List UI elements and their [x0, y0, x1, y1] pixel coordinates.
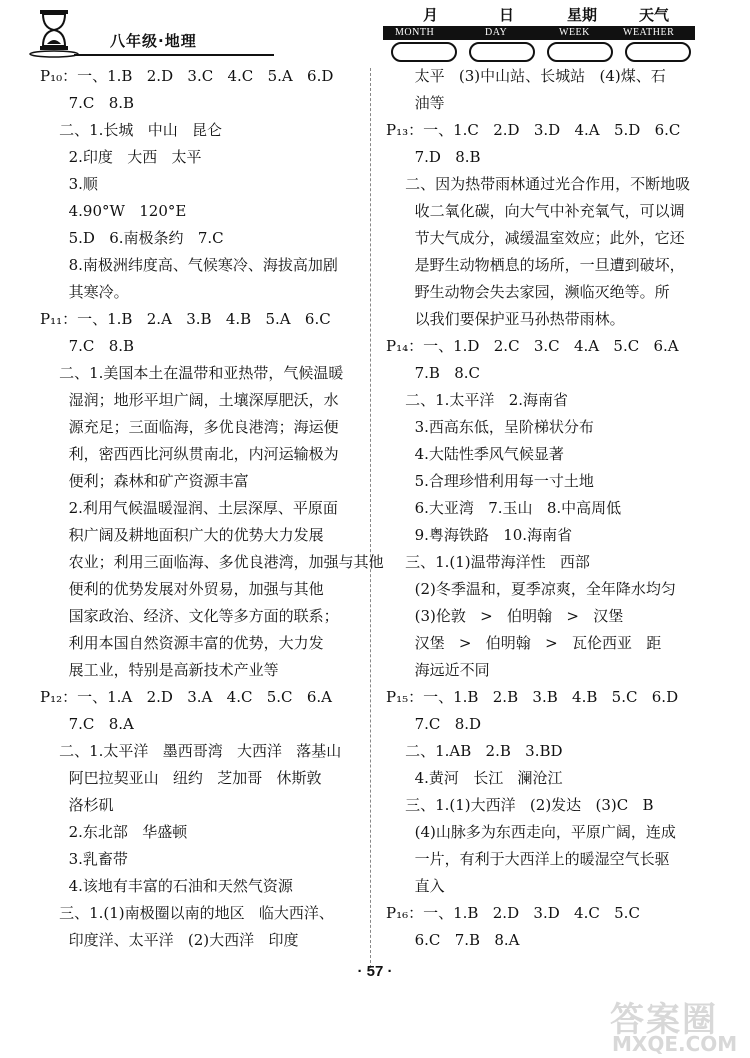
weather-label: 天气 — [639, 6, 670, 24]
answer-line: 印度洋、太平洋 (2)大西洋 印度 — [40, 931, 299, 949]
answer-line: 利用本国自然资源丰富的优势，大力发 — [40, 634, 324, 652]
answer-line: 是野生动物栖息的场所，一旦遭到破坏， — [386, 256, 685, 274]
answer-line: 洛杉矶 — [40, 796, 114, 814]
answer-line: 8.南极洲纬度高、气候寒冷、海拔高加剧 — [40, 256, 338, 274]
answer-line: 二、1.美国本土在温带和亚热带，气候温暖 — [40, 364, 344, 382]
answer-line: 阿巴拉契亚山 纽约 芝加哥 休斯敦 — [40, 769, 322, 787]
answer-line: 便利；森林和矿产资源丰富 — [40, 472, 249, 490]
answer-line: P₁₁：一、1.B 2.A 3.B 4.B 5.A 6.C — [40, 310, 331, 328]
answer-line: 4.大陆性季风气候显著 — [386, 445, 564, 463]
answer-line: 二、1.太平洋 2.海南省 — [386, 391, 569, 409]
answer-line: 7.D 8.B — [386, 148, 481, 166]
weather-field[interactable] — [625, 42, 691, 62]
watermark-logo: 答案圈 — [610, 1000, 718, 1040]
week-label: 星期 — [567, 6, 598, 24]
answer-line: 7.B 8.C — [386, 364, 481, 382]
subject-title: 八年级·地理 — [110, 32, 197, 50]
answer-line: 展工业，特别是高新技术产业等 — [40, 661, 279, 679]
answer-line: 二、1.长城 中山 昆仑 — [40, 121, 222, 139]
answer-line: 2.东北部 华盛顿 — [40, 823, 188, 841]
answer-line: 7.C 8.D — [386, 715, 482, 733]
answer-line: 农业；利用三面临海、多优良港湾，加强与其他 — [40, 553, 384, 571]
answer-line: 三、1.(1)大西洋 (2)发达 (3)C B — [386, 796, 654, 814]
answer-line: 野生动物会失去家园，濒临灭绝等。所 — [386, 283, 670, 301]
answer-line: P₁₀：一、1.B 2.D 3.C 4.C 5.A 6.D — [40, 67, 334, 85]
watermark — [610, 988, 745, 1054]
answer-line: (4)山脉多为东西走向，平原广阔，连成 — [386, 823, 676, 841]
answer-line: 一片，有利于大西洋上的暖湿空气长驱 — [386, 850, 670, 868]
answer-line: P₁₃：一、1.C 2.D 3.D 4.A 5.D 6.C — [386, 121, 681, 139]
answer-line: (2)冬季温和，夏季凉爽，全年降水均匀 — [386, 580, 676, 598]
answer-line: 利，密西西比河纵贯南北，内河运输极为 — [40, 445, 339, 463]
answer-line: 二、因为热带雨林通过光合作用，不断地吸 — [386, 175, 691, 193]
header-rule — [74, 54, 274, 56]
answer-line: 三、1.(1)南极圈以南的地区 临大西洋、 — [40, 904, 334, 922]
day-field[interactable] — [469, 42, 535, 62]
watermark-url: MXQE.COM — [612, 1032, 738, 1056]
answer-line: 便利的优势发展对外贸易，加强与其他 — [40, 580, 324, 598]
answer-line: 7.C 8.B — [40, 337, 135, 355]
date-weather-header — [383, 4, 695, 70]
answer-line: 汉堡 > 伯明翰 > 瓦伦西亚 距 — [386, 634, 662, 652]
answer-line: P₁₂：一、1.A 2.D 3.A 4.C 5.C 6.A — [40, 688, 332, 706]
answer-line: 湿润；地形平坦广阔，土壤深厚肥沃，水 — [40, 391, 339, 409]
answer-line: 7.C 8.A — [40, 715, 134, 733]
answer-line: 油等 — [386, 94, 445, 112]
answer-line: 直入 — [386, 877, 445, 895]
answer-line: 3.乳畜带 — [40, 850, 128, 868]
header-band — [383, 26, 695, 40]
page-number: · 57 · — [357, 963, 393, 980]
answer-line: 4.该地有丰富的石油和天然气资源 — [40, 877, 293, 895]
weather-band-label: WEATHER — [623, 27, 675, 38]
answer-line: 收二氧化碳，向大气中补充氧气，可以调 — [386, 202, 685, 220]
answer-line: 2.利用气候温暖湿润、土层深厚、平原面 — [40, 499, 338, 517]
answer-line: 二、1.AB 2.B 3.BD — [386, 742, 563, 760]
answer-line: 5.合理珍惜利用每一寸土地 — [386, 472, 594, 490]
answer-line: 国家政治、经济、文化等多方面的联系； — [40, 607, 339, 625]
month-band-label: MONTH — [395, 27, 435, 38]
answer-line: 二、1.太平洋 墨西哥湾 大西洋 落基山 — [40, 742, 342, 760]
answer-line: 海远近不同 — [386, 661, 490, 679]
answer-line: P₁₅：一、1.B 2.B 3.B 4.B 5.C 6.D — [386, 688, 679, 706]
month-label: 月 — [423, 6, 439, 24]
answer-line: 源充足；三面临海，多优良港湾；海运便 — [40, 418, 339, 436]
column-divider — [370, 68, 372, 968]
day-label: 日 — [499, 6, 515, 24]
answer-line: P₁₄：一、1.D 2.C 3.C 4.A 5.C 6.A — [386, 337, 679, 355]
week-band-label: WEEK — [559, 27, 590, 38]
month-field[interactable] — [391, 42, 457, 62]
answer-line: 4.黄河 长江 澜沧江 — [386, 769, 563, 787]
answer-line: (3)伦敦 > 伯明翰 > 汉堡 — [386, 607, 624, 625]
answer-line: 其寒冷。 — [40, 283, 129, 301]
answer-line: 积广阔及耕地面积广大的优势大力发展 — [40, 526, 324, 544]
hourglass-icon — [28, 8, 80, 58]
day-band-label: DAY — [485, 27, 508, 38]
answer-line: P₁₆：一、1.B 2.D 3.D 4.C 5.C — [386, 904, 640, 922]
answer-line: 3.顺 — [40, 175, 98, 193]
answer-line: 7.C 8.B — [40, 94, 135, 112]
answer-line: 以我们要保护亚马孙热带雨林。 — [386, 310, 625, 328]
answer-line: 3.西高东低，呈阶梯状分布 — [386, 418, 594, 436]
answer-line: 9.粤海铁路 10.海南省 — [386, 526, 573, 544]
header-left — [28, 8, 328, 58]
answer-line: 6.大亚湾 7.玉山 8.中高周低 — [386, 499, 622, 517]
answer-line: 三、1.(1)温带海洋性 西部 — [386, 553, 590, 571]
answer-line: 2.印度 大西 太平 — [40, 148, 202, 166]
answer-line: 6.C 7.B 8.A — [386, 931, 520, 949]
week-field[interactable] — [547, 42, 613, 62]
answer-line: 太平 (3)中山站、长城站 (4)煤、石 — [386, 67, 666, 85]
answer-line: 5.D 6.南极条约 7.C — [40, 229, 224, 247]
answer-line: 节大气成分，减缓温室效应；此外，它还 — [386, 229, 685, 247]
answer-line: 4.90°W 120°E — [40, 202, 187, 220]
